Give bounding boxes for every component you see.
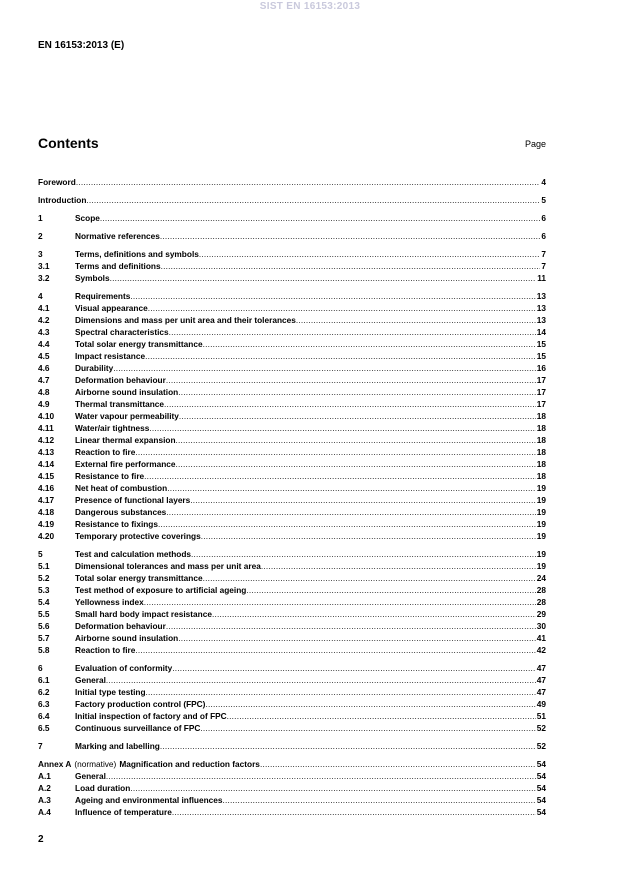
toc-entry-title: Scope <box>75 213 100 223</box>
toc-entry-page: 16 <box>536 363 546 373</box>
toc-entry-title: Terms and definitions <box>75 261 161 271</box>
toc-entry-number: 6.5 <box>38 723 50 733</box>
toc-entry-number: 5.1 <box>38 561 50 571</box>
toc-entry-title: Resistance to fire <box>75 471 145 481</box>
toc-entry-page: 30 <box>536 621 546 631</box>
toc-entry-page: 13 <box>536 315 546 325</box>
toc-entry-page: 13 <box>536 303 546 313</box>
toc-entry-number: 4.17 <box>38 495 55 505</box>
toc-entry-title: Dimensions and mass per unit area and their tolerances <box>75 315 296 325</box>
toc-entry-page: 47 <box>536 687 546 697</box>
toc-entry[interactable] <box>38 290 546 302</box>
toc-entry[interactable] <box>38 584 546 596</box>
toc-leader-dots <box>205 698 535 710</box>
toc-entry-page: 54 <box>536 795 546 805</box>
toc-entry-number: A.4 <box>38 807 51 817</box>
toc-entry-page: 11 <box>537 273 546 283</box>
toc-entry-page: 17 <box>536 399 546 409</box>
toc-entry[interactable] <box>38 698 546 710</box>
toc-entry-page: 28 <box>536 597 546 607</box>
toc-entry-number: 6.2 <box>38 687 50 697</box>
toc-entry-number: Foreword <box>38 177 76 187</box>
toc-leader-dots <box>160 740 536 752</box>
toc-entry[interactable] <box>38 260 546 272</box>
toc-entry-page: 18 <box>536 423 546 433</box>
document-id: EN 16153:2013 (E) <box>38 40 125 51</box>
toc-entry[interactable] <box>38 248 546 260</box>
toc-entry-page: 51 <box>536 711 546 721</box>
toc-entry[interactable] <box>38 446 546 458</box>
toc-leader-dots <box>296 314 536 326</box>
toc-entry-page: 18 <box>536 411 546 421</box>
toc-entry-title: Thermal transmittance <box>75 399 164 409</box>
toc-entry-title: Factory production control (FPC) <box>75 699 206 709</box>
toc-leader-dots <box>135 446 535 458</box>
toc-entry-number: A.1 <box>38 771 51 781</box>
toc-entry-page: 41 <box>536 633 546 643</box>
toc-entry-title: Continuous surveillance of FPC <box>75 723 201 733</box>
toc-entry[interactable] <box>38 710 546 722</box>
toc-entry-number: 4.2 <box>38 315 50 325</box>
toc-entry[interactable] <box>38 518 546 530</box>
toc-entry[interactable] <box>38 548 546 560</box>
toc-entry-number: 4.10 <box>38 411 55 421</box>
toc-entry-page: 28 <box>536 585 546 595</box>
toc-entry-page: 18 <box>536 471 546 481</box>
toc-entry-annex-type: (normative) <box>74 759 117 769</box>
toc-entry-title: Reaction to fire <box>75 645 136 655</box>
page-column-label: Page <box>524 139 546 149</box>
toc-entry[interactable] <box>38 272 546 284</box>
toc-leader-dots <box>246 584 535 596</box>
toc-leader-dots <box>148 302 536 314</box>
toc-entry-number: 5.8 <box>38 645 50 655</box>
toc-entry-page: 19 <box>536 531 546 541</box>
toc-leader-dots <box>166 374 536 386</box>
toc-entry[interactable] <box>38 770 546 782</box>
toc-leader-dots <box>158 518 536 530</box>
toc-entry-number: 4 <box>38 291 43 301</box>
toc-entry-number: 3.2 <box>38 273 50 283</box>
toc-entry[interactable] <box>38 722 546 734</box>
toc-leader-dots <box>260 758 536 770</box>
toc-entry-title: Influence of temperature <box>75 807 172 817</box>
toc-entry-page: 54 <box>536 807 546 817</box>
toc-entry-title: Water/air tightness <box>75 423 150 433</box>
toc-entry-number: 3.1 <box>38 261 50 271</box>
toc-entry-title: Ageing and environmental influences <box>75 795 223 805</box>
toc-entry-title: Load duration <box>75 783 131 793</box>
toc-entry-page: 42 <box>536 645 546 655</box>
toc-entry-number: 5.4 <box>38 597 50 607</box>
toc-leader-dots <box>178 632 536 644</box>
toc-entry-page: 6 <box>541 213 546 223</box>
toc-entry-title: Resistance to fixings <box>75 519 158 529</box>
toc-leader-dots <box>212 608 536 620</box>
toc-entry-number: 4.16 <box>38 483 55 493</box>
toc-entry-number: 4.3 <box>38 327 50 337</box>
toc-entry-title: Evaluation of conformity <box>75 663 173 673</box>
toc-entry-number: 7 <box>38 741 43 751</box>
toc-entry-page: 19 <box>536 495 546 505</box>
toc-entry[interactable] <box>38 740 546 752</box>
toc-leader-dots <box>144 470 536 482</box>
toc-entry[interactable] <box>38 662 546 674</box>
toc-entry[interactable] <box>38 302 546 314</box>
toc-entry-page: 54 <box>536 783 546 793</box>
toc-entry-title: Small hard body impact resistance <box>75 609 212 619</box>
toc-leader-dots <box>176 458 536 470</box>
toc-entry[interactable] <box>38 470 546 482</box>
toc-entry-page: 7 <box>541 261 546 271</box>
toc-entry-title: Requirements <box>75 291 131 301</box>
toc-leader-dots <box>113 362 536 374</box>
toc-leader-dots <box>190 494 535 506</box>
toc-entry-number: 5.2 <box>38 573 50 583</box>
toc-leader-dots <box>172 806 536 818</box>
toc-entry-title: Net heat of combustion <box>75 483 168 493</box>
toc-entry-number: 4.20 <box>38 531 55 541</box>
toc-entry[interactable] <box>38 230 546 242</box>
toc-leader-dots <box>166 506 535 518</box>
toc-entry-title: Marking and labelling <box>75 741 160 751</box>
toc-entry[interactable] <box>38 620 546 632</box>
toc-entry-title: Dimensional tolerances and mass per unit area <box>75 561 261 571</box>
toc-entry-page: 4 <box>541 177 546 187</box>
toc-entry-page: 18 <box>536 459 546 469</box>
toc-entry[interactable] <box>38 674 546 686</box>
toc-entry[interactable] <box>38 410 546 422</box>
toc-entry-number: 4.4 <box>38 339 50 349</box>
toc-entry-page: 19 <box>536 519 546 529</box>
toc-entry-number: 4.8 <box>38 387 50 397</box>
toc-entry-number: 5.3 <box>38 585 50 595</box>
toc-entry[interactable] <box>38 686 546 698</box>
toc-entry-page: 49 <box>536 699 546 709</box>
toc-entry[interactable] <box>38 506 546 518</box>
toc-entry[interactable] <box>38 176 546 188</box>
toc-entry[interactable] <box>38 386 546 398</box>
toc-entry-page: 52 <box>536 741 546 751</box>
toc-leader-dots <box>176 434 536 446</box>
toc-entry[interactable] <box>38 596 546 608</box>
toc-entry[interactable] <box>38 326 546 338</box>
toc-entry-title: General <box>75 771 106 781</box>
toc-leader-dots <box>178 386 536 398</box>
toc-leader-dots <box>145 350 536 362</box>
toc-entry-title: Magnification and reduction factors <box>119 759 260 769</box>
toc-leader-dots <box>106 674 536 686</box>
toc-leader-dots <box>76 176 541 188</box>
toc-entry-title: Presence of functional layers <box>75 495 191 505</box>
toc-leader-dots <box>201 530 536 542</box>
toc-entry-number: 4.9 <box>38 399 50 409</box>
toc-entry-number: 1 <box>38 213 43 223</box>
toc-entry-title: Durability <box>75 363 114 373</box>
toc-entry-page: 19 <box>536 483 546 493</box>
toc-entry-page: 17 <box>536 375 546 385</box>
toc-entry[interactable] <box>38 758 546 770</box>
toc-entry-page: 19 <box>536 549 546 559</box>
toc-leader-dots <box>149 422 535 434</box>
toc-entry-title: Terms, definitions and symbols <box>75 249 199 259</box>
toc-entry-page: 54 <box>536 771 546 781</box>
toc-entry-page: 14 <box>536 327 546 337</box>
toc-leader-dots <box>200 722 535 734</box>
toc-entry-number: 6.4 <box>38 711 50 721</box>
toc-entry-number: 4.18 <box>38 507 55 517</box>
toc-entry-page: 19 <box>536 507 546 517</box>
toc-entry[interactable] <box>38 362 546 374</box>
toc-entry[interactable] <box>38 314 546 326</box>
toc-entry[interactable] <box>38 608 546 620</box>
toc-entry-number: 5 <box>38 549 43 559</box>
toc-entry-number: 6.1 <box>38 675 50 685</box>
toc-entry[interactable] <box>38 494 546 506</box>
toc-leader-dots <box>172 662 536 674</box>
toc-entry-page: 15 <box>536 339 546 349</box>
toc-entry-page: 19 <box>536 561 546 571</box>
toc-entry-number: 3 <box>38 249 43 259</box>
toc-entry[interactable] <box>38 194 546 206</box>
toc-leader-dots <box>160 230 541 242</box>
toc-entry-title: Test method of exposure to artificial ageing <box>75 585 247 595</box>
toc-entry[interactable] <box>38 806 546 818</box>
toc-entry-number: 4.12 <box>38 435 55 445</box>
toc-entry-page: 15 <box>536 351 546 361</box>
toc-entry[interactable] <box>38 794 546 806</box>
toc-entry-page: 5 <box>541 195 546 205</box>
toc-entry-page: 18 <box>536 435 546 445</box>
toc-leader-dots <box>144 596 536 608</box>
toc-leader-dots <box>146 686 536 698</box>
toc-leader-dots <box>179 410 536 422</box>
toc-leader-dots <box>164 398 536 410</box>
toc-entry-title: Yellowness index <box>75 597 144 607</box>
toc-entry-number: Introduction <box>38 195 87 205</box>
toc-leader-dots <box>227 710 536 722</box>
toc-entry-number: 4.5 <box>38 351 50 361</box>
toc-entry[interactable] <box>38 212 546 224</box>
toc-leader-dots <box>100 212 540 224</box>
toc-entry-page: 17 <box>536 387 546 397</box>
toc-entry-page: 6 <box>541 231 546 241</box>
toc-entry[interactable] <box>38 530 546 542</box>
toc-entry-number: 5.5 <box>38 609 50 619</box>
toc-entry-page: 47 <box>536 675 546 685</box>
toc-entry[interactable] <box>38 782 546 794</box>
toc-leader-dots <box>166 620 536 632</box>
toc-entry-number: 4.15 <box>38 471 55 481</box>
toc-leader-dots <box>110 272 537 284</box>
toc-entry-title: Water vapour permeability <box>75 411 179 421</box>
toc-entry-title: Linear thermal expansion <box>75 435 176 445</box>
toc-leader-dots <box>161 260 541 272</box>
toc-entry[interactable] <box>38 350 546 362</box>
toc-entry-number: 5.6 <box>38 621 50 631</box>
toc-leader-dots <box>203 338 536 350</box>
toc-entry-number: 4.7 <box>38 375 50 385</box>
toc-entry[interactable] <box>38 422 546 434</box>
toc-entry-number: 4.14 <box>38 459 55 469</box>
toc-entry-page: 18 <box>536 447 546 457</box>
toc-entry[interactable] <box>38 572 546 584</box>
toc-entry-title: Test and calculation methods <box>75 549 192 559</box>
toc-entry[interactable] <box>38 338 546 350</box>
toc-entry-title: Impact resistance <box>75 351 146 361</box>
toc-entry-title: Symbols <box>75 273 110 283</box>
toc-entry-title: External fire performance <box>75 459 176 469</box>
page-number: 2 <box>38 834 44 845</box>
toc-entry-page: 7 <box>541 249 546 259</box>
toc-entry-number: 4.6 <box>38 363 50 373</box>
toc-leader-dots <box>167 482 536 494</box>
toc-entry-number: 4.19 <box>38 519 55 529</box>
toc-leader-dots <box>135 644 535 656</box>
toc-leader-dots <box>130 290 535 302</box>
toc-entry[interactable] <box>38 632 546 644</box>
toc-entry[interactable] <box>38 458 546 470</box>
toc-entry-number: 4.1 <box>38 303 50 313</box>
toc-entry-title: Temporary protective coverings <box>75 531 201 541</box>
toc-entry-title: Reaction to fire <box>75 447 136 457</box>
toc-entry-number: A.3 <box>38 795 51 805</box>
toc-entry-page: 29 <box>536 609 546 619</box>
toc-entry-number: A.2 <box>38 783 51 793</box>
toc-entry-number: Annex A <box>38 759 72 769</box>
toc-entry-title: Deformation behaviour <box>75 621 166 631</box>
watermark: SIST EN 16153:2013 <box>259 1 361 12</box>
toc-leader-dots <box>86 194 540 206</box>
toc-leader-dots <box>191 548 536 560</box>
toc-leader-dots <box>169 326 536 338</box>
toc-entry-page: 24 <box>536 573 546 583</box>
toc-leader-dots <box>261 560 536 572</box>
toc-entry-title: Spectral characteristics <box>75 327 169 337</box>
toc-entry[interactable] <box>38 398 546 410</box>
toc-entry-page: 54 <box>536 759 546 769</box>
toc-leader-dots <box>199 248 541 260</box>
toc-entry[interactable] <box>38 374 546 386</box>
toc-entry-title: Total solar energy transmittance <box>75 573 203 583</box>
toc-leader-dots <box>106 770 536 782</box>
toc-entry-number: 2 <box>38 231 43 241</box>
toc-entry-page: 52 <box>536 723 546 733</box>
toc-leader-dots <box>223 794 536 806</box>
toc-entry-number: 4.13 <box>38 447 55 457</box>
toc-leader-dots <box>130 782 535 794</box>
toc-entry-title: General <box>75 675 106 685</box>
toc-entry[interactable] <box>38 644 546 656</box>
toc-entry-title: Normative references <box>75 231 160 241</box>
toc-entry-page: 47 <box>536 663 546 673</box>
toc-entry-title: Initial type testing <box>75 687 146 697</box>
toc-entry-title: Airborne sound insulation <box>75 387 179 397</box>
toc-entry-number: 5.7 <box>38 633 50 643</box>
contents-heading: Contents <box>38 135 99 151</box>
toc-entry-title: Dangerous substances <box>75 507 167 517</box>
toc-entry-title: Visual appearance <box>75 303 148 313</box>
table-of-contents <box>38 176 546 818</box>
toc-entry-number: 6 <box>38 663 43 673</box>
toc-entry-page: 13 <box>536 291 546 301</box>
toc-entry[interactable] <box>38 434 546 446</box>
toc-entry[interactable] <box>38 560 546 572</box>
toc-entry-title: Deformation behaviour <box>75 375 166 385</box>
toc-entry-title: Initial inspection of factory and of FPC <box>75 711 227 721</box>
toc-leader-dots <box>203 572 536 584</box>
toc-entry-number: 6.3 <box>38 699 50 709</box>
toc-entry-number: 4.11 <box>38 423 54 433</box>
toc-entry[interactable] <box>38 482 546 494</box>
toc-entry-title: Airborne sound insulation <box>75 633 179 643</box>
toc-entry-title: Total solar energy transmittance <box>75 339 203 349</box>
